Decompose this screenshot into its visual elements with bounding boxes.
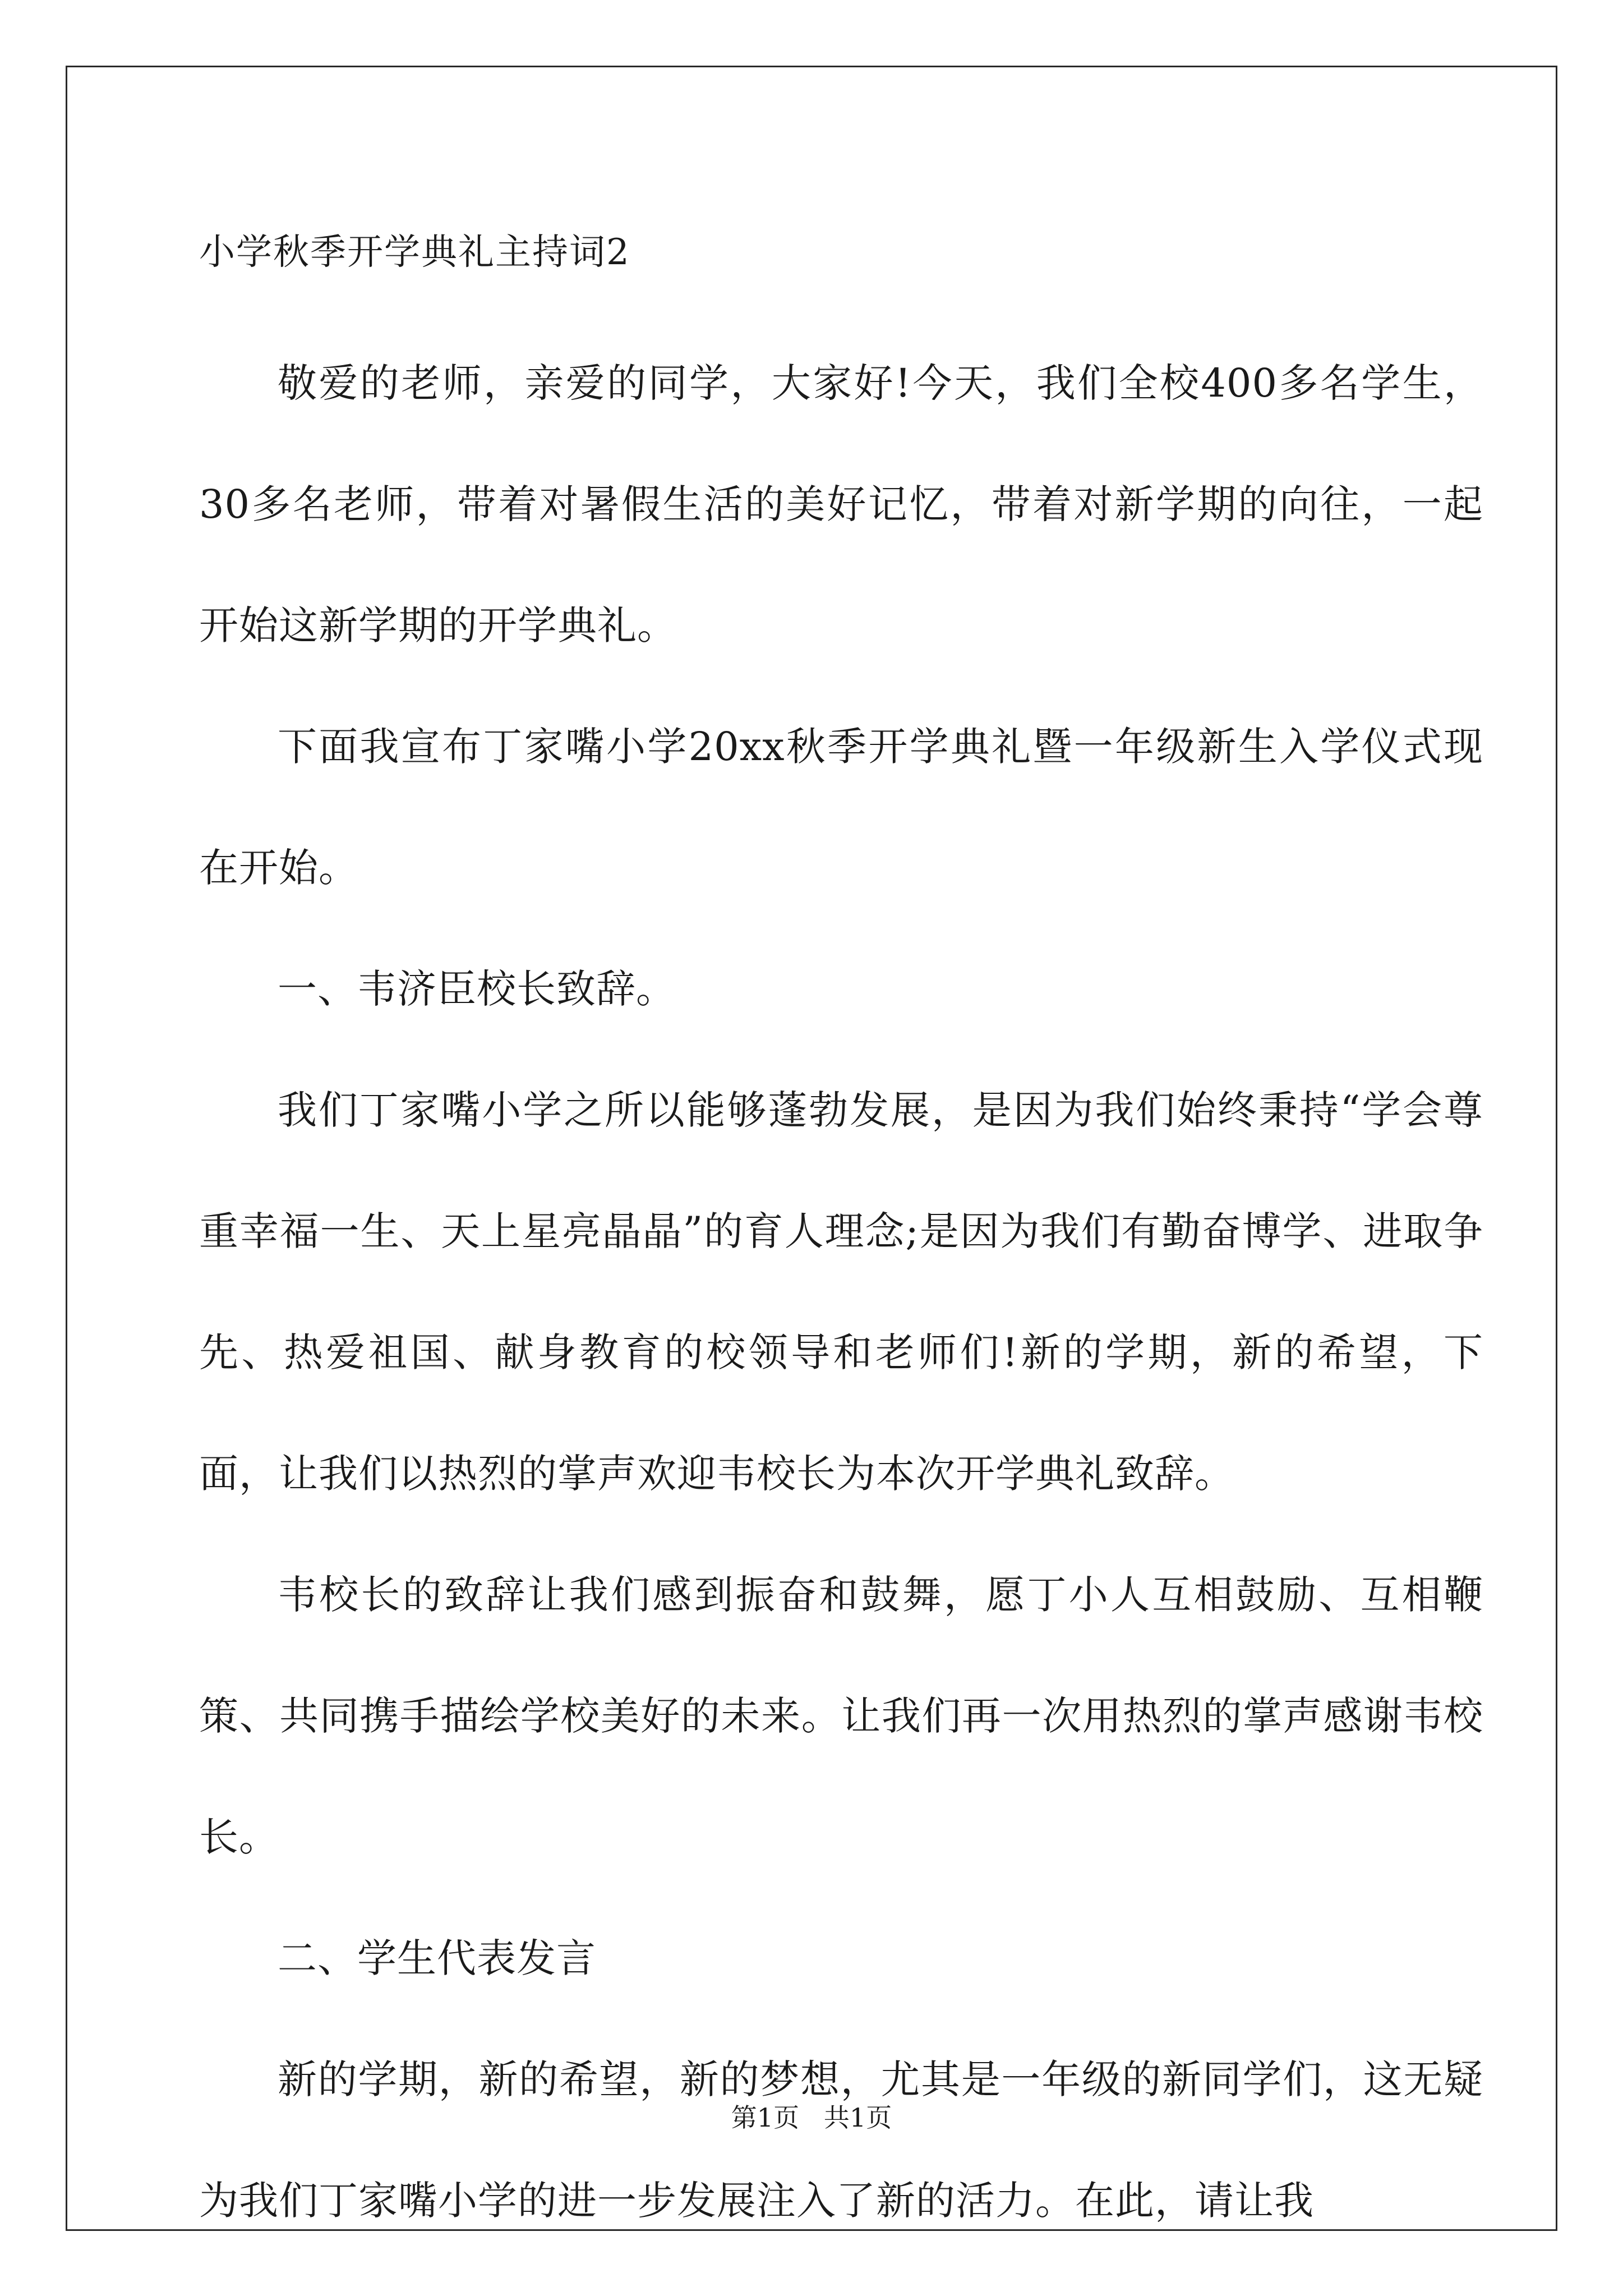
section-heading-principal-speech: 一、韦济臣校长致辞。 [278, 966, 676, 1012]
page-number-footer: 第1页 共1页 [731, 2102, 892, 2133]
paragraph-principal-intro: 我们丁家嘴小学之所以能够蓬勃发展，是因为我们始终秉持“学会尊重幸福一生、天上星亮晶晶”的育人理念;是因为我们有勤奋博学、进取争先、热爱祖国、献身教育的校领导和老师们!新的学期，新的希望，下面，让我们以热烈的掌声欢迎韦校长为本次开学典礼致辞。 [199, 1087, 1483, 1497]
document-body [199, 323, 1483, 2261]
section-heading-student-speech: 二、学生代表发言 [278, 1935, 596, 1981]
document-title: 小学秋季开学典礼主持词2 [199, 232, 630, 273]
paragraph-greeting: 敬爱的老师，亲爱的同学，大家好!今天，我们全校400多名学生，30多名老师，带着对暑假生活的美好记忆，带着对新学期的向往，一起开始这新学期的开学典礼。 [199, 360, 1483, 648]
paragraph-student-intro: 新的学期，新的希望，新的梦想，尤其是一年级的新同学们，这无疑为我们丁家嘴小学的进一步发展注入了新的活力。在此，请让我 [199, 2056, 1483, 2224]
paragraph-announcement: 下面我宣布丁家嘴小学20xx秋季开学典礼暨一年级新生入学仪式现在开始。 [199, 724, 1483, 891]
paragraph-principal-thanks: 韦校长的致辞让我们感到振奋和鼓舞，愿丁小人互相鼓励、互相鞭策、共同携手描绘学校美好的未来。让我们再一次用热烈的掌声感谢韦校长。 [199, 1572, 1483, 1860]
